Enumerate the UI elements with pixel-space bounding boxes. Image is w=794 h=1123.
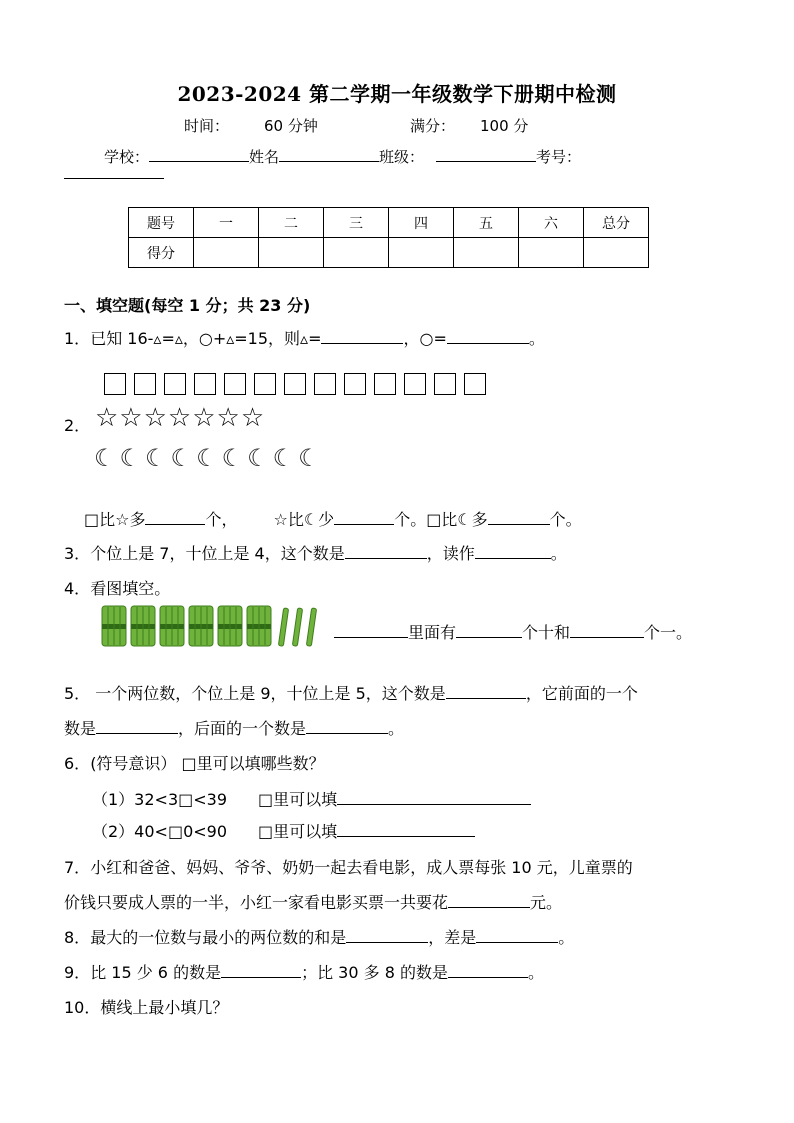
section-heading: 一、填空题(每空 1 分；共 23 分) [64, 296, 311, 315]
score-input-cell[interactable] [519, 238, 584, 268]
student-info-row [104, 146, 581, 167]
question-5-line1 [64, 681, 638, 704]
answer-blank[interactable] [337, 822, 475, 837]
q9-text-c: 。 [527, 963, 544, 982]
score-input-cell[interactable] [389, 238, 454, 268]
question-3 [64, 541, 567, 564]
q5-line2-b: ，后面的一个数是 [178, 719, 307, 738]
full-score-value: 100 分 [480, 117, 529, 135]
answer-blank[interactable] [456, 623, 522, 638]
score-table-cell: 一 [194, 208, 259, 238]
q4-text-c: 个一。 [644, 623, 693, 642]
bundle-of-ten-icon [247, 606, 271, 646]
school-blank[interactable] [149, 147, 249, 162]
q6-sub1-answer [258, 787, 531, 810]
score-table-cell: 二 [259, 208, 324, 238]
answer-blank[interactable] [334, 623, 408, 638]
q5-line1-a: 一个两位数，个位上是 9，十位上是 5，这个数是 [90, 684, 446, 703]
full-score-label: 满分： [410, 117, 456, 135]
q8-text-c: 。 [558, 928, 575, 947]
score-input-cell[interactable] [194, 238, 259, 268]
square-icon [404, 373, 426, 395]
q7-line2-b: 元。 [530, 893, 563, 912]
answer-blank[interactable] [476, 928, 558, 943]
score-input-cell[interactable] [584, 238, 649, 268]
bundle-of-ten-icon [218, 606, 242, 646]
question-number: 8． [64, 928, 91, 947]
exam-number-blank[interactable] [64, 178, 164, 179]
q1-text-c: 。 [528, 329, 545, 348]
answer-blank[interactable] [346, 928, 428, 943]
square-icon [194, 373, 216, 395]
page-title: 2023-2024 第二学期一年级数学下册期中检测 [177, 82, 617, 106]
square-icon [254, 373, 276, 395]
square-icon [314, 373, 336, 395]
question-7-line2 [64, 890, 562, 913]
bundle-of-ten-icon [160, 606, 184, 646]
q10-text: 横线上最小填几？ [100, 998, 229, 1017]
time-value: 60 分钟 [264, 117, 318, 135]
q2-text-d: 个。□比☾多 [394, 510, 488, 529]
q8-text-a: 最大的一位数与最小的两位数的和是 [90, 928, 347, 947]
score-table-header-row [129, 208, 649, 238]
answer-blank[interactable] [337, 790, 531, 805]
question-9 [64, 960, 544, 983]
q7-line1: 小红和爸爸、妈妈、爷爷、奶奶一起去看电影，成人票每张 10 元，儿童票的 [90, 858, 633, 877]
question-number: 3． [64, 544, 91, 563]
single-stick-icon [292, 608, 302, 646]
time-label: 时间： [184, 117, 230, 135]
question-number: 6． [64, 754, 91, 773]
question-4-answer [334, 620, 692, 643]
star-row-icon: ☆☆☆☆☆☆☆ [95, 403, 266, 433]
q5-line2-c: 。 [388, 719, 405, 738]
q6-text: (符号意识） □里可以填哪些数？ [90, 754, 325, 773]
class-blank[interactable] [436, 147, 536, 162]
question-2-number: 2． [64, 416, 91, 435]
score-table-cell: 六 [519, 208, 584, 238]
q6-sub1-expr: （1）32<3□<39 [92, 790, 228, 809]
square-row [104, 373, 494, 399]
q4-text-b: 个十和 [522, 623, 571, 642]
bundle-of-ten-icon [189, 606, 213, 646]
q6-sub2-expr: （2）40<□0<90 [92, 822, 228, 841]
answer-blank[interactable] [321, 329, 403, 344]
q3-text-b: ，读作 [426, 544, 475, 563]
bundle-of-ten-icon [131, 606, 155, 646]
question-10 [64, 995, 228, 1018]
score-row-label: 得分 [129, 238, 194, 268]
school-label: 学校： [104, 148, 150, 166]
q6-sub2-answer [258, 819, 475, 842]
name-blank[interactable] [279, 147, 379, 162]
q9-text-a: 比 15 少 6 的数是 [90, 963, 222, 982]
q4-text-a: 里面有 [408, 623, 457, 642]
score-table-cell: 总分 [584, 208, 649, 238]
square-icon [104, 373, 126, 395]
bamboo-bundles-image [100, 602, 326, 652]
question-number: 9． [64, 963, 91, 982]
score-table-cell: 三 [324, 208, 389, 238]
single-stick-icon [306, 608, 316, 646]
q5-line2-a: 数是 [64, 719, 97, 738]
q2-text-a: □比☆多 [84, 510, 146, 529]
answer-blank[interactable] [145, 510, 205, 525]
square-icon [344, 373, 366, 395]
question-number: 4． [64, 579, 91, 598]
answer-blank[interactable] [447, 329, 529, 344]
question-7-line1 [64, 855, 633, 878]
q3-text-c: 。 [550, 544, 567, 563]
score-input-cell[interactable] [259, 238, 324, 268]
q2-text-c: ☆比☾少 [273, 510, 335, 529]
question-number: 1． [64, 329, 91, 348]
bundle-of-ten-icon [102, 606, 126, 646]
question-number: 7． [64, 858, 91, 877]
q1-text-a: 已知 16-▵=▵，○+▵=15，则▵= [90, 329, 322, 348]
score-input-cell[interactable] [324, 238, 389, 268]
q6-sub2-label: □里可以填 [258, 822, 338, 841]
moon-row-icon: ☾☾☾☾☾☾☾☾☾ [94, 444, 324, 472]
exam-number-label: 考号： [536, 148, 582, 166]
score-table [128, 207, 649, 268]
q5-line1-b: ，它前面的一个 [525, 684, 638, 703]
answer-blank[interactable] [446, 684, 526, 699]
name-label: 姓名 [249, 148, 280, 166]
answer-blank[interactable] [448, 963, 528, 978]
q3-text-a: 个位上是 7，十位上是 4，这个数是 [90, 544, 345, 563]
square-icon [374, 373, 396, 395]
square-icon [224, 373, 246, 395]
single-stick-icon [278, 608, 288, 646]
q6-sub1-label: □里可以填 [258, 790, 338, 809]
answer-blank[interactable] [448, 893, 530, 908]
square-icon [284, 373, 306, 395]
score-table-score-row [129, 238, 649, 268]
q2-text-e: 个。 [549, 510, 582, 529]
question-number: 10． [64, 998, 101, 1017]
answer-blank[interactable] [221, 963, 301, 978]
answer-blank[interactable] [345, 544, 427, 559]
question-6 [64, 751, 325, 774]
q2-text-b: 个， [205, 510, 238, 529]
score-table-cell: 四 [389, 208, 454, 238]
score-table-cell: 五 [454, 208, 519, 238]
q8-text-b: ，差是 [428, 928, 477, 947]
question-4 [64, 576, 170, 599]
question-1 [64, 326, 545, 349]
answer-blank[interactable] [475, 544, 551, 559]
square-icon [464, 373, 486, 395]
answer-blank[interactable] [334, 510, 394, 525]
q4-text: 看图填空。 [90, 579, 171, 598]
score-table-cell: 题号 [129, 208, 194, 238]
score-input-cell[interactable] [454, 238, 519, 268]
square-icon [164, 373, 186, 395]
question-5-line2 [64, 716, 404, 739]
answer-blank[interactable] [96, 719, 178, 734]
answer-blank[interactable] [570, 623, 644, 638]
q9-text-b: ；比 30 多 8 的数是 [301, 963, 448, 982]
question-8 [64, 925, 574, 948]
square-icon [134, 373, 156, 395]
question-number: 5． [64, 684, 91, 703]
answer-blank[interactable] [488, 510, 550, 525]
question-2-text [84, 507, 582, 530]
square-icon [434, 373, 456, 395]
q1-text-b: ，○= [403, 329, 447, 348]
class-label: 班级： [379, 148, 425, 166]
q7-line2-a: 价钱只要成人票的一半，小红一家看电影买票一共要花 [64, 893, 449, 912]
answer-blank[interactable] [306, 719, 388, 734]
